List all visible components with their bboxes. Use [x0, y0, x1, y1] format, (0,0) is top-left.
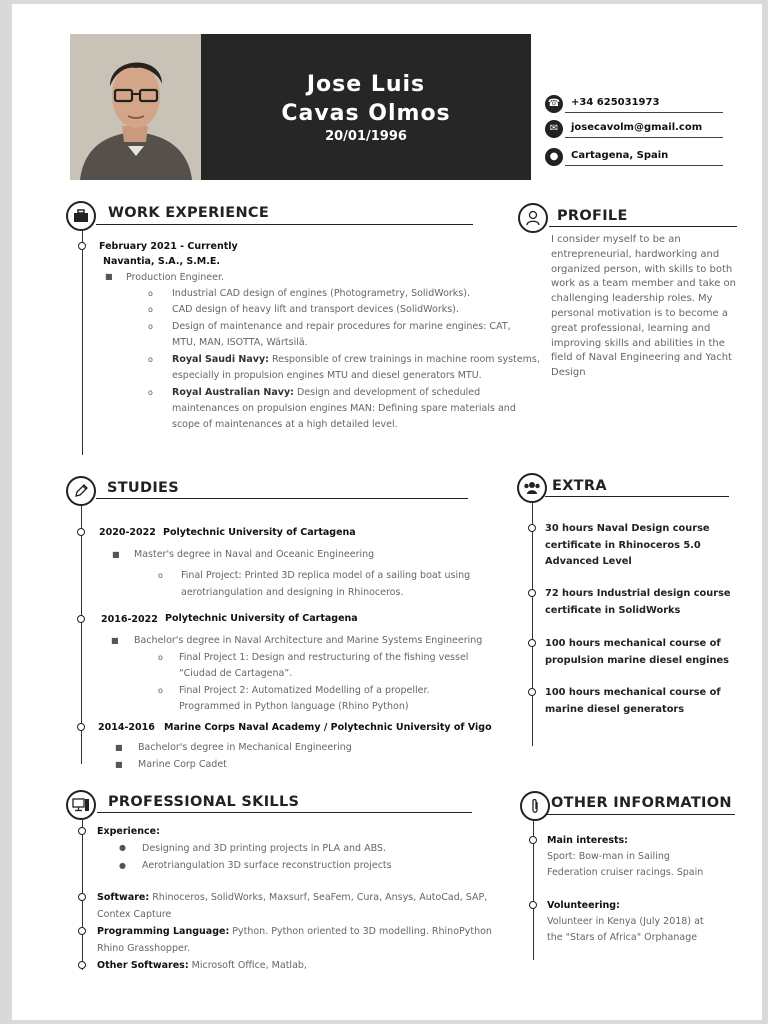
study-project: Final Project: Printed 3D replica model of a sailing boat using — [181, 570, 471, 581]
group-icon — [517, 473, 547, 503]
pencil-icon — [66, 476, 96, 506]
software-text: Rhinoceros, SolidWorks, Maxsurf, SeaFem, Cura, Ansys, AutoCad, SAP, — [149, 892, 488, 903]
timeline-line — [532, 502, 533, 746]
bullet-dot: ● — [119, 861, 126, 870]
bullet-circle: o — [158, 686, 163, 695]
resume-page — [12, 4, 762, 1020]
extra-line: 100 hours mechanical course of — [545, 687, 721, 698]
timeline-line — [82, 231, 83, 455]
other-software-label: Other Softwares: — [97, 960, 189, 971]
timeline-dot — [528, 639, 536, 647]
user-icon — [518, 203, 548, 233]
bullet-square: ■ — [115, 743, 123, 752]
location-text: Cartagena, Spain — [571, 150, 669, 161]
study-school: Polytechnic University of Cartagena — [165, 613, 358, 624]
extra-line: 100 hours mechanical course of — [545, 638, 721, 649]
bullet-circle: o — [148, 289, 153, 298]
name-header — [201, 34, 531, 180]
timeline-dot — [528, 589, 536, 597]
envelope-icon: ✉ — [545, 120, 563, 138]
contact-divider — [565, 137, 723, 138]
skills-programming-cont: Rhino Grasshopper. — [97, 943, 190, 954]
extra-line: certificate in SolidWorks — [545, 604, 681, 616]
programming-text: Python. Python oriented to 3D modelling. RhinoPython — [229, 926, 492, 937]
contact-location — [545, 148, 723, 168]
bullet-circle: o — [158, 571, 163, 580]
person-portrait-image — [70, 34, 201, 180]
interests-text: Sport: Bow-man in Sailing — [547, 851, 670, 862]
australia-label: Royal Australian Navy: — [172, 387, 294, 398]
profile-text: I consider myself to be an entrepreneurial, hardworking and organized person, with skills to both work as a team member and take on challenging leadership roles. My personal motivation is to become a great professional, learning and improving skills and abilities in the field of Naval Engineering and Yacht Design — [551, 234, 737, 379]
study-years: 2016-2022 — [101, 614, 158, 625]
timeline-dot — [77, 615, 85, 623]
extra-line: 72 hours Industrial design course — [545, 588, 731, 599]
work-company: Navantia, S.A., S.M.E. — [103, 256, 220, 267]
bullet-square: ■ — [105, 272, 113, 281]
programming-label: Programming Language: — [97, 926, 230, 937]
bullet-square: ■ — [111, 636, 119, 645]
study-years: 2014-2016 — [98, 722, 155, 733]
volunteering-label: Volunteering: — [547, 900, 620, 911]
extra-line: marine diesel generators — [545, 703, 685, 715]
timeline-dot — [77, 723, 85, 731]
work-item-australia-cont: maintenances on propulsion engines MAN: Defining spare materials and — [172, 403, 516, 414]
study-project: Final Project 2: Automatized Modelling of a propeller. — [179, 685, 430, 696]
skills-experience-label: Experience: — [97, 826, 160, 837]
extra-course-1 — [545, 521, 710, 571]
phone-icon: ☎ — [545, 95, 563, 113]
studies-title: STUDIES — [107, 480, 179, 496]
timeline-dot — [529, 836, 537, 844]
skills-programming — [97, 926, 492, 937]
study-degree: Master's degree in Naval and Oceanic Engineering — [134, 549, 375, 560]
timeline-dot — [78, 242, 86, 250]
timeline-dot — [528, 524, 536, 532]
map-pin-icon: ● — [545, 148, 563, 166]
saudi-text: Responsible of crew trainings in machine room systems, — [268, 354, 540, 365]
timeline-dot — [77, 528, 85, 536]
bullet-circle: o — [148, 388, 153, 397]
skills-title: PROFESSIONAL SKILLS — [108, 794, 300, 810]
profile-title: PROFILE — [557, 208, 628, 224]
contact-email — [545, 120, 723, 140]
bullet-circle: o — [148, 322, 153, 331]
section-underline — [96, 498, 468, 499]
work-experience-title: WORK EXPERIENCE — [108, 205, 270, 221]
study-project-cont: aerotriangulation and designing in Rhinoceros. — [181, 587, 404, 598]
briefcase-icon — [66, 201, 96, 231]
volunteering-text-cont: the "Stars of Africa" Orphanage — [547, 932, 698, 943]
study-project-cont: Programmed in Python language (Rhino Python) — [179, 701, 409, 712]
work-item: Design of maintenance and repair procedures for marine engines: CAT, — [172, 321, 511, 332]
work-item-cont: MTU, MAN, ISOTTA, Wärtsilä. — [172, 337, 308, 348]
timeline-dot — [78, 893, 86, 901]
study-degree: Bachelor's degree in Naval Architecture and Marine Systems Engineering — [134, 635, 483, 646]
australia-text: Design and development of scheduled — [293, 387, 481, 398]
section-underline — [96, 224, 473, 225]
phone-number: +34 625031973 — [571, 97, 660, 108]
work-item: CAD design of heavy lift and transport devices (SolidWorks). — [172, 304, 459, 315]
timeline-dot — [528, 688, 536, 696]
work-item-australia-cont: scope of maintenances at a high detailed level. — [172, 419, 398, 430]
contact-divider — [565, 112, 723, 113]
full-name-line1: Jose Luis — [306, 72, 426, 97]
skills-experience-item: Aerotriangulation 3D surface reconstruction projects — [142, 860, 392, 871]
extra-line: 30 hours Naval Design course — [545, 523, 710, 534]
bullet-dot: ● — [119, 843, 126, 852]
software-label: Software: — [97, 892, 150, 903]
study-school: Polytechnic University of Cartagena — [163, 527, 356, 538]
study-years: 2020-2022 — [99, 527, 156, 538]
interests-label: Main interests: — [547, 835, 628, 846]
work-item-saudi-cont: especially in propulsion engines MTU and diesel generators MTU. — [172, 370, 482, 381]
section-underline — [549, 226, 737, 227]
extra-course-3 — [545, 636, 729, 669]
study-cadet: Marine Corp Cadet — [138, 759, 227, 770]
study-project: Final Project 1: Design and restructuring of the fishing vessel — [179, 652, 469, 663]
work-item-saudi — [172, 354, 540, 365]
work-period: February 2021 - Currently — [99, 241, 238, 252]
other-info-title: OTHER INFORMATION — [551, 795, 732, 811]
skills-other-software — [97, 960, 307, 971]
computer-icon — [66, 790, 96, 820]
timeline-dot — [529, 901, 537, 909]
section-underline — [547, 814, 735, 815]
contact-divider — [565, 165, 723, 166]
extra-title: EXTRA — [552, 478, 607, 494]
study-school: Marine Corps Naval Academy / Polytechnic University of Vigo — [164, 722, 492, 733]
bullet-circle: o — [158, 653, 163, 662]
volunteering-text: Volunteer in Kenya (July 2018) at — [547, 916, 704, 927]
timeline-dot — [78, 827, 86, 835]
extra-course-4 — [545, 685, 721, 718]
extra-line: Advanced Level — [545, 556, 632, 567]
paperclip-icon — [520, 791, 550, 821]
work-item-australia — [172, 387, 480, 398]
extra-course-2 — [545, 586, 731, 619]
profile-photo — [70, 34, 201, 180]
study-degree: Bachelor's degree in Mechanical Engineering — [138, 742, 352, 753]
section-underline — [545, 496, 729, 497]
timeline-dot — [78, 927, 86, 935]
saudi-label: Royal Saudi Navy: — [172, 354, 269, 365]
timeline-dot — [78, 961, 86, 969]
skills-software-cont: Contex Capture — [97, 909, 172, 920]
other-software-text: Microsoft Office, Matlab, — [188, 960, 307, 971]
bullet-square: ■ — [115, 760, 123, 769]
bullet-circle: o — [148, 305, 153, 314]
date-of-birth: 20/01/1996 — [325, 129, 407, 144]
skills-experience-item: Designing and 3D printing projects in PLA and ABS. — [142, 843, 386, 854]
email-address[interactable]: josecavolm@gmail.com — [571, 122, 703, 133]
extra-line: certificate in Rhinoceros 5.0 — [545, 539, 701, 551]
bullet-square: ■ — [112, 550, 120, 559]
work-item: Industrial CAD design of engines (Photogrametry, SolidWorks). — [172, 288, 470, 299]
skills-software — [97, 892, 487, 903]
work-role: Production Engineer. — [126, 272, 225, 283]
section-underline — [97, 812, 472, 813]
contact-phone — [545, 95, 723, 115]
study-project-cont: “Ciudad de Cartagena”. — [179, 668, 293, 679]
bullet-circle: o — [148, 355, 153, 364]
extra-line: propulsion marine diesel engines — [545, 654, 729, 666]
full-name-line2: Cavas Olmos — [281, 101, 451, 126]
interests-text-cont: Federation cruiser racings. Spain — [547, 867, 704, 878]
